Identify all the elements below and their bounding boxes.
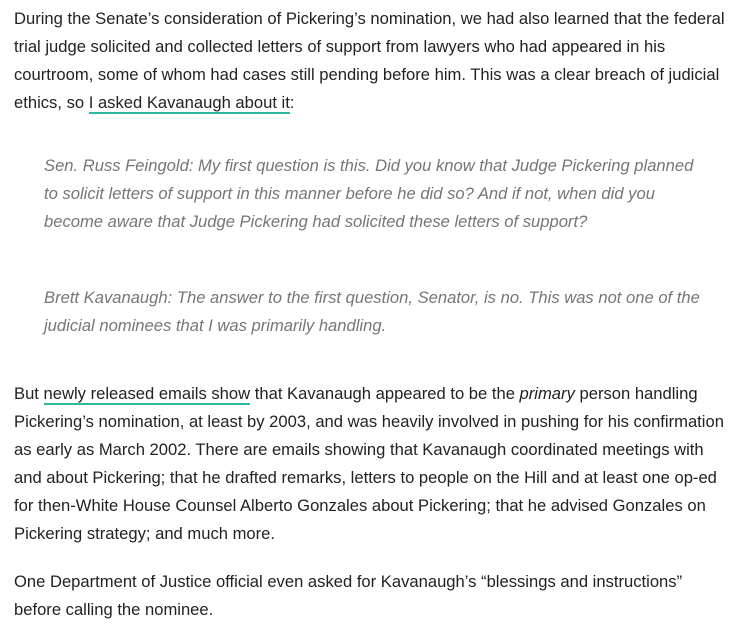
paragraph-newly-released-emails — [14, 380, 726, 548]
emphasis-primary: primary — [519, 384, 575, 403]
link-newly-released-emails[interactable]: newly released emails show — [43, 384, 251, 403]
paragraph-doj-official: One Department of Justice official even asked for Kavanaugh’s “blessings and instructions” before calling the nominee. — [14, 572, 683, 619]
paragraph-text: that Kavanaugh appeared to be the — [250, 384, 520, 403]
blockquote-kavanaugh-answer: Brett Kavanaugh: The answer to the first question, Senator, is no. This was not one of the judicial nominees that I was primarily handling. — [44, 288, 700, 335]
paragraph-text: During the Senate’s consideration of Pickering’s nomination, we had also learned that the federal trial judge solicited and collected letters of support from lawyers who had appeared in his courtroom, some of whom had cases still pending before him. This was a clear breach of judicial ethics, so — [14, 9, 725, 112]
paragraph-text: But — [14, 384, 44, 403]
paragraph-senate-consideration — [14, 5, 726, 117]
paragraph-text: person handling Pickering’s nomination, at least by 2003, and was heavily involved in pushing for his confirmation as early as March 2002. There are emails showing that Kavanaugh coordinated meetings with and about Pickering; that he drafted remarks, letters to people on the Hill and at least one op-ed for then-White House Counsel Alberto Gonzales about Pickering; that he advised Gonzales on Pickering strategy; and much more. — [14, 384, 724, 543]
link-asked-kavanaugh[interactable]: I asked Kavanaugh about it — [88, 93, 290, 112]
blockquote-feingold-question: Sen. Russ Feingold: My first question is this. Did you know that Judge Pickering planned to solicit letters of support in this manner before he did so? And if not, when did you become aware that Judge Pickering had solicited these letters of support? — [44, 156, 694, 231]
paragraph-text: : — [289, 93, 295, 112]
